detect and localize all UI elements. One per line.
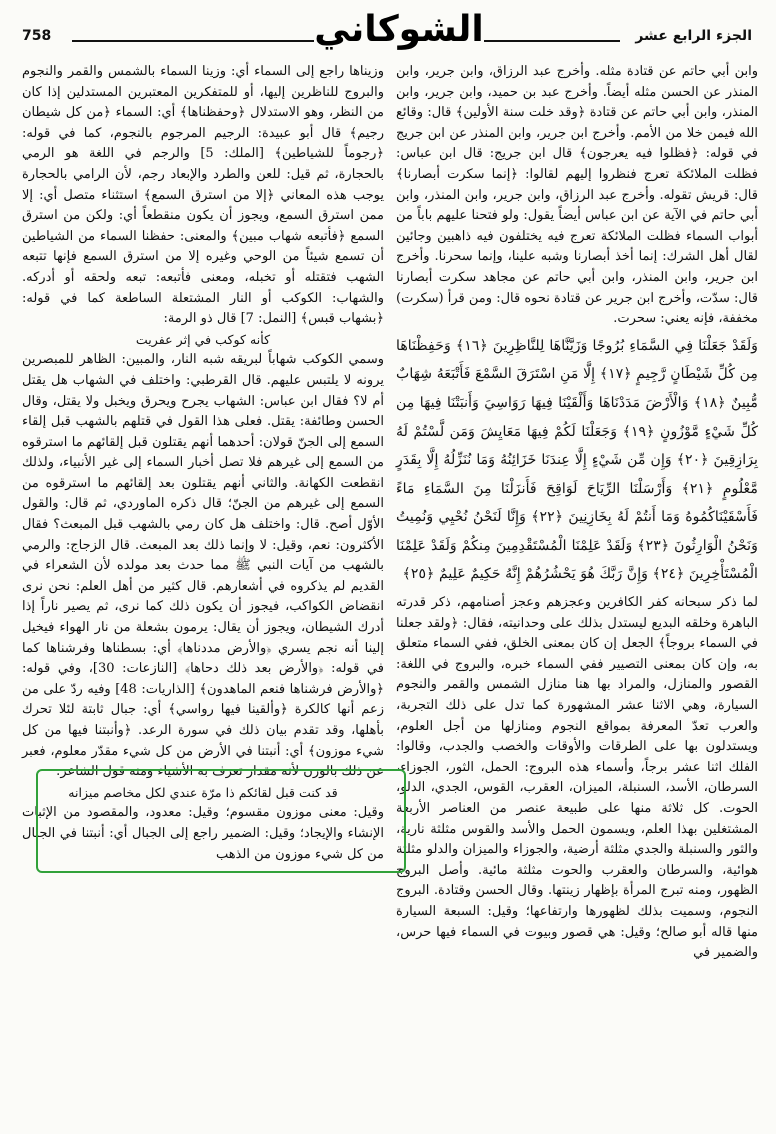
author-stamp: الشوكاني — [314, 6, 484, 54]
left-column — [22, 62, 384, 865]
right-paragraph-2: لما ذكر سبحانه كفر الكافرين وعجزهم وعجز أصنامهم، ذكر قدرته الباهرة وخلقه البديع ليستدل بذلك على وحدانيته، فقال: ﴿ولقد جعلنا في السماء بروجاً﴾ الجعل إن كان بمعنى الخلق، ففي السماء متعلق به، وإن كان بمعنى التصيير ففي السماء خبره، والبروج في اللغة: القصور والمنازل، والمراد بها هنا منازل الشمس والقمر والنجوم السيارة، وهي الاثنا عشر المشهورة كما تدل على ذلك التجربة، والعرب تعدّ المعرفة بمواقع النجوم ومنازلها من أجل العلوم، ويستدلون بها على الطرقات والأوقات والخصب والجدب، وقالوا: الفلك اثنا عشر برجاً، وأسماء هذه البروج: الحمل، الثور، الجوزاء، السرطان، الأسد، السنبلة، الميزان، العقرب، القوس، الجدي، الدلو، الحوت. كل ثلاثة منها على طبيعة عنصر من العناصر الأربعة المشتغلين بهذا العلم، ويسمون الحمل والأسد والقوس مثلثة نارية، والثور والسنبلة والجدي مثلثة أرضية، والجوزاء والميزان والدلو مثلثة هوائية، والسرطان والعقرب والحوت مثلثة مائية. وأصل البروج الظهور، ومنه تبرج المرأة بإظهار زينتها. وقال الحسن وقتادة. البروج النجوم، وسميت بذلك لظهورها وارتفاعها؛ وقيل: السبعة السيارة منها قاله أبو صالح؛ وقيل: هي قصور وبيوت في السماء فيها حرس، والضمير في — [396, 595, 758, 961]
poem-line: كأنه كوكب في إثر عفريت — [135, 331, 271, 347]
quran-verses: وَلَقَدْ جَعَلْنَا فِي السَّمَاءِ بُرُوجًا وَزَيَّنَّاهَا لِلنَّاظِرِينَ ﴿١٦﴾ وَحَفِظْنَاهَا مِن كُلِّ شَيْطَانٍ رَّجِيمٍ ﴿١٧﴾ إِلَّا مَنِ اسْتَرَقَ السَّمْعَ فَأَتْبَعَهُ شِهَابٌ مُّبِينٌ ﴿١٨﴾ وَالْأَرْضَ مَدَدْنَاهَا وَأَلْقَيْنَا فِيهَا رَوَاسِيَ وَأَنبَتْنَا فِيهَا مِن كُلِّ شَيْءٍ مَّوْزُونٍ ﴿١٩﴾ وَجَعَلْنَا لَكُمْ فِيهَا مَعَايِشَ وَمَن لَّسْتُمْ لَهُ بِرَازِقِينَ ﴿٢٠﴾ وَإِن مِّن شَيْءٍ إِلَّا عِندَنَا خَزَائِنُهُ وَمَا نُنَزِّلُهُ إِلَّا بِقَدَرٍ مَّعْلُومٍ ﴿٢١﴾ وَأَرْسَلْنَا الرِّيَاحَ لَوَاقِحَ فَأَنزَلْنَا مِنَ السَّمَاءِ مَاءً فَأَسْقَيْنَاكُمُوهُ وَمَا أَنتُمْ لَهُ بِخَازِنِينَ ﴿٢٢﴾ وَإِنَّا لَنَحْنُ نُحْيِي وَنُمِيتُ وَنَحْنُ الْوَارِثُونَ ﴿٢٣﴾ وَلَقَدْ عَلِمْنَا الْمُسْتَقْدِمِينَ مِنكُمْ وَلَقَدْ عَلِمْنَا الْمُسْتَأْخِرِينَ ﴿٢٤﴾ وَإِنَّ رَبَّكَ هُوَ يَحْشُرُهُمْ إِنَّهُ حَكِيمٌ عَلِيمٌ ﴿٢٥﴾ — [396, 337, 759, 583]
right-column — [396, 62, 758, 964]
poem-line-2: قد كنت قبل لقائكم ذا مرّة عندي لكل مخاصم ميزانه — [68, 784, 338, 800]
running-title: الجزء الرابع عشر — [635, 28, 752, 44]
left-paragraph-1: وزيناها راجع إلى السماء أي: وزينا السماء بالشمس والقمر والنجوم والبروج للناظرين إليها، أو للمتفكرين المعتبرين المستدلين إذا كان من النظر، وهو الاستدلال ﴿وحفظناها﴾ أي: السماء ﴿من كل شيطان رجيم﴾ قال أبو عبيدة: الرجيم المرجوم بالنجوم، كما في قوله: ﴿رجوماً للشياطين﴾ [الملك: 5] والرجم في اللغة هو الرمي بالحجارة، ثم قيل: للعن والطرد والإبعاد رجم، لأن الرامي بالحجارة يوجب هذه المعاني ﴿إلا من استرق السمع﴾ استثناء متصل أي: إلا ممن استرق السمع، ويجوز أن يكون منقطعاً أي: ولكن من استرق السمع ﴿فأتبعه شهاب مبين﴾ والمعنى: حفظنا السماء من الشياطين أن تسمع شيئاً من الوحي وغيره إلا من استرق السمع فإنها تتبعه الشهب فتقتله أو تخبله، ومعنى فأتبعه: تبعه ولحقه أو أدركه. والشهاب: الكوكب أو النار المشتعلة الساطعة كما في قوله: ﴿بشهاب قبس﴾ [النمل: 7] قال ذو الرمة: — [22, 64, 385, 327]
left-paragraph-3: وقيل: معنى موزون مقسوم؛ وقيل: معدود، والمقصود من الإثبات الإنشاء والإيجاد؛ وقيل: الضمير راجع إلى الجبال أي: أنبتنا في الجبال من كل شيء موزون من الذهب — [22, 805, 384, 862]
left-paragraph-2: وسمي الكوكب شهاباً لبريقه شبه النار، والمبين: الظاهر للمبصرين يرونه لا يلتبس عليهم. قال القرطبي: واختلف في الشهاب هل يقتل أم لا؟ فقال ابن عباس: الشهاب يجرح ويحرق ويخبل ولا يقتل، وقال الحسن وطائفة: يقتل. فعلى هذا القول في قتلهم بالشهب قبل إلقاء السمع إلى الجنّ قولان: أحدهما أنهم يقتلون قبل إلقائهم ما استرقوه من السمع إلى غيرهم فلا تصل أخبار السماء إلى غير الأنبياء، ولذلك انقطعت الكهانة. والثاني أنهم يقتلون بعد إلقائهم ما استرقوه من السمع إلى غيرهم من الجنّ؛ قال ذكره الماوردي، ثم قال: والقول الأوّل أصح. قال: واختلف هل كان رمي بالشهب قبل المبعث؟ فقال الأكثرون: نعم، وقيل: لا وإنما ذلك بعد المبعث. قال الزجاج: والرمي بالشهب من آيات النبي ﷺ مما حدث بعد مولده لأن الشعراء في القديم لم يذكروه في أشعارهم. قال كثير من أهل العلم: نحن نرى انقضاض الكواكب، فيجوز أن يكون ذلك كما نرى، ثم يصير ناراً إذا أدرك الشيطان، ويجوز أن يقال: يرمون بشعلة من نار الهواء فيخيل إلينا أنه نجم يسري ﴿والأرض مددناها﴾ أي: بسطناها وفرشناها كما في قوله: ﴿والأرض بعد ذلك دحاها﴾ [النازعات: 30]، وفي قوله: ﴿والأرض فرشناها فنعم الماهدون﴾ [الذاريات: 48] وفيه ردّ على من زعم أنها كالكرة ﴿وألقينا فيها رواسي﴾ أي: جبال ثابتة لئلا تحرك بأهلها، وقد تقدم بيان ذلك في سورة الرعد. ﴿وأنبتنا فيها من كل شيء موزون﴾ أي: أنبتنا في الأرض من كل شيء مقدّر معلوم، فعبر عن ذلك بالوزن لأنه مقدار تعرف به الأشياء ومنه قول الشاعر: — [22, 352, 385, 780]
page-header — [22, 9, 752, 58]
page-number: 758 — [22, 28, 52, 44]
right-paragraph-1: وابن أبي حاتم عن قتادة مثله. وأخرج عبد الرزاق، وابن جرير، وابن المنذر عن الحسن مثله أيضاً. وأخرج عبد بن حميد، وابن جرير، وابن المنذر، وابن أبي حاتم عن قتادة ﴿وقد خلت سنة الأولين﴾ قال: وقائع الله فيمن خلا من الأمم. وأخرج ابن جرير، وابن المنذر عن ابن جريج في قوله: ﴿فظلوا فيه يعرجون﴾ قال ابن جريج: قال ابن عباس: فظلت الملائكة تعرج فنظروا إليهم لقالوا: ﴿إنما سكرت أبصارنا﴾ قال: قريش تقوله. وأخرج عبد الرزاق، وابن جرير، وابن المنذر، وابن أبي حاتم في الآية عن ابن عباس أيضاً يقول: ولو فتحنا عليهم باباً من أبواب السماء فظلت الملائكة تعرج فيه يختلفون فيه ذاهبين وجائين لقال أهل الشرك: إنما أخذ أبصارنا وشبه علينا، وإنما سحرنا. وأخرج ابن جرير، وابن المنذر، وابن أبي حاتم عن مجاهد سكرت أبصارنا قال: سدّت، وأخرج ابن جرير عن قتادة نحوه قال: ومن قرأ (سكرت) مخففة، فإنه يعني: سحرت. — [396, 64, 758, 327]
